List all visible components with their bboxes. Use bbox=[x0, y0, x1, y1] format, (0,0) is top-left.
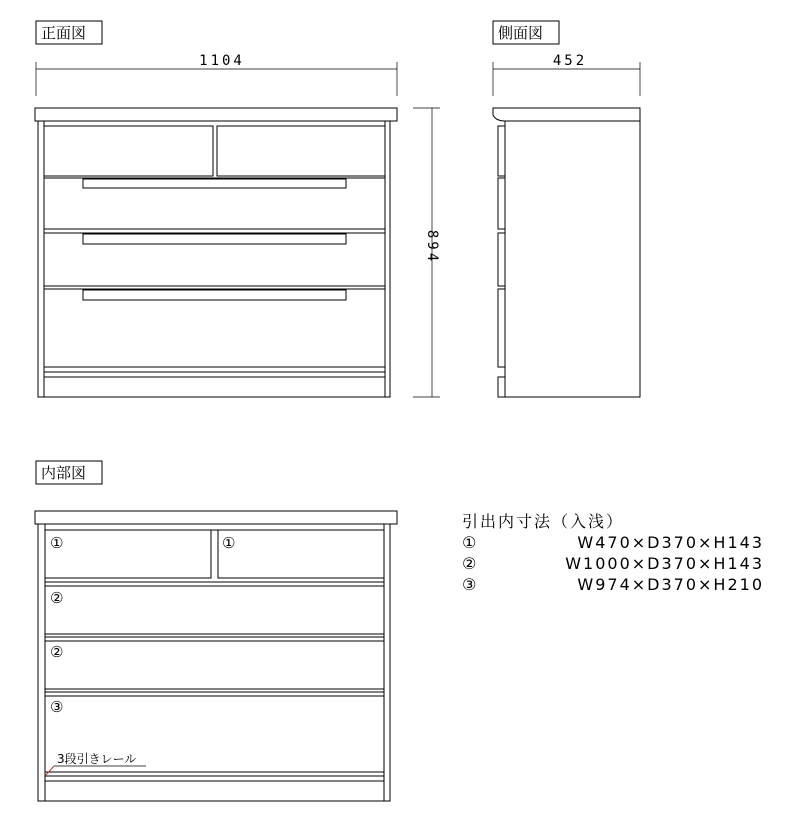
drawer-mark-top-right: ① bbox=[222, 534, 236, 552]
side-top-board bbox=[493, 108, 640, 121]
top-board bbox=[35, 108, 397, 121]
drawer-third-handle bbox=[83, 234, 346, 244]
drawer-bottom-handle bbox=[83, 290, 346, 300]
spec-mark-1: ① bbox=[462, 533, 479, 552]
height-dimension: 894 bbox=[424, 229, 440, 265]
interior-drawer-third bbox=[45, 641, 384, 689]
drawer-top-right bbox=[217, 126, 385, 176]
side-drawer-fronts bbox=[498, 126, 505, 397]
front-view-label: 正面図 bbox=[41, 24, 87, 42]
rail-note: 3段引きレール bbox=[57, 752, 137, 766]
interior-drawer-top-left bbox=[45, 530, 211, 578]
spec-mark-3: ③ bbox=[462, 575, 479, 594]
drawer-bottom bbox=[44, 289, 385, 367]
drawer-mark-second: ② bbox=[50, 589, 64, 607]
drawer-second-handle bbox=[83, 179, 346, 188]
side-view-label: 側面図 bbox=[498, 24, 544, 42]
side-body bbox=[505, 121, 640, 397]
interior-view-label: 内部図 bbox=[41, 464, 87, 482]
interior-top-board bbox=[35, 511, 397, 524]
interior-drawer-second bbox=[45, 586, 384, 634]
side-view bbox=[493, 21, 640, 397]
drawer-mark-bottom: ③ bbox=[50, 698, 64, 716]
drawer-top-left bbox=[44, 126, 213, 176]
spec-mark-2: ② bbox=[462, 554, 479, 573]
drawer-spec-table bbox=[462, 512, 764, 594]
interior-drawer-top-right bbox=[218, 530, 384, 578]
spec-value-3: W974×D370×H210 bbox=[577, 575, 764, 594]
plinth bbox=[44, 377, 385, 397]
interior-view bbox=[35, 461, 397, 801]
spec-value-1: W470×D370×H143 bbox=[577, 533, 764, 552]
spec-title: 引出内寸法（入浅） bbox=[462, 512, 625, 531]
drawer-mark-third: ② bbox=[50, 643, 64, 661]
drawer-mark-top-left: ① bbox=[50, 534, 64, 552]
spec-value-2: W1000×D370×H143 bbox=[565, 554, 764, 573]
depth-dimension: 452 bbox=[552, 53, 588, 69]
width-dimension: 1104 bbox=[199, 53, 245, 69]
front-view bbox=[35, 21, 440, 397]
